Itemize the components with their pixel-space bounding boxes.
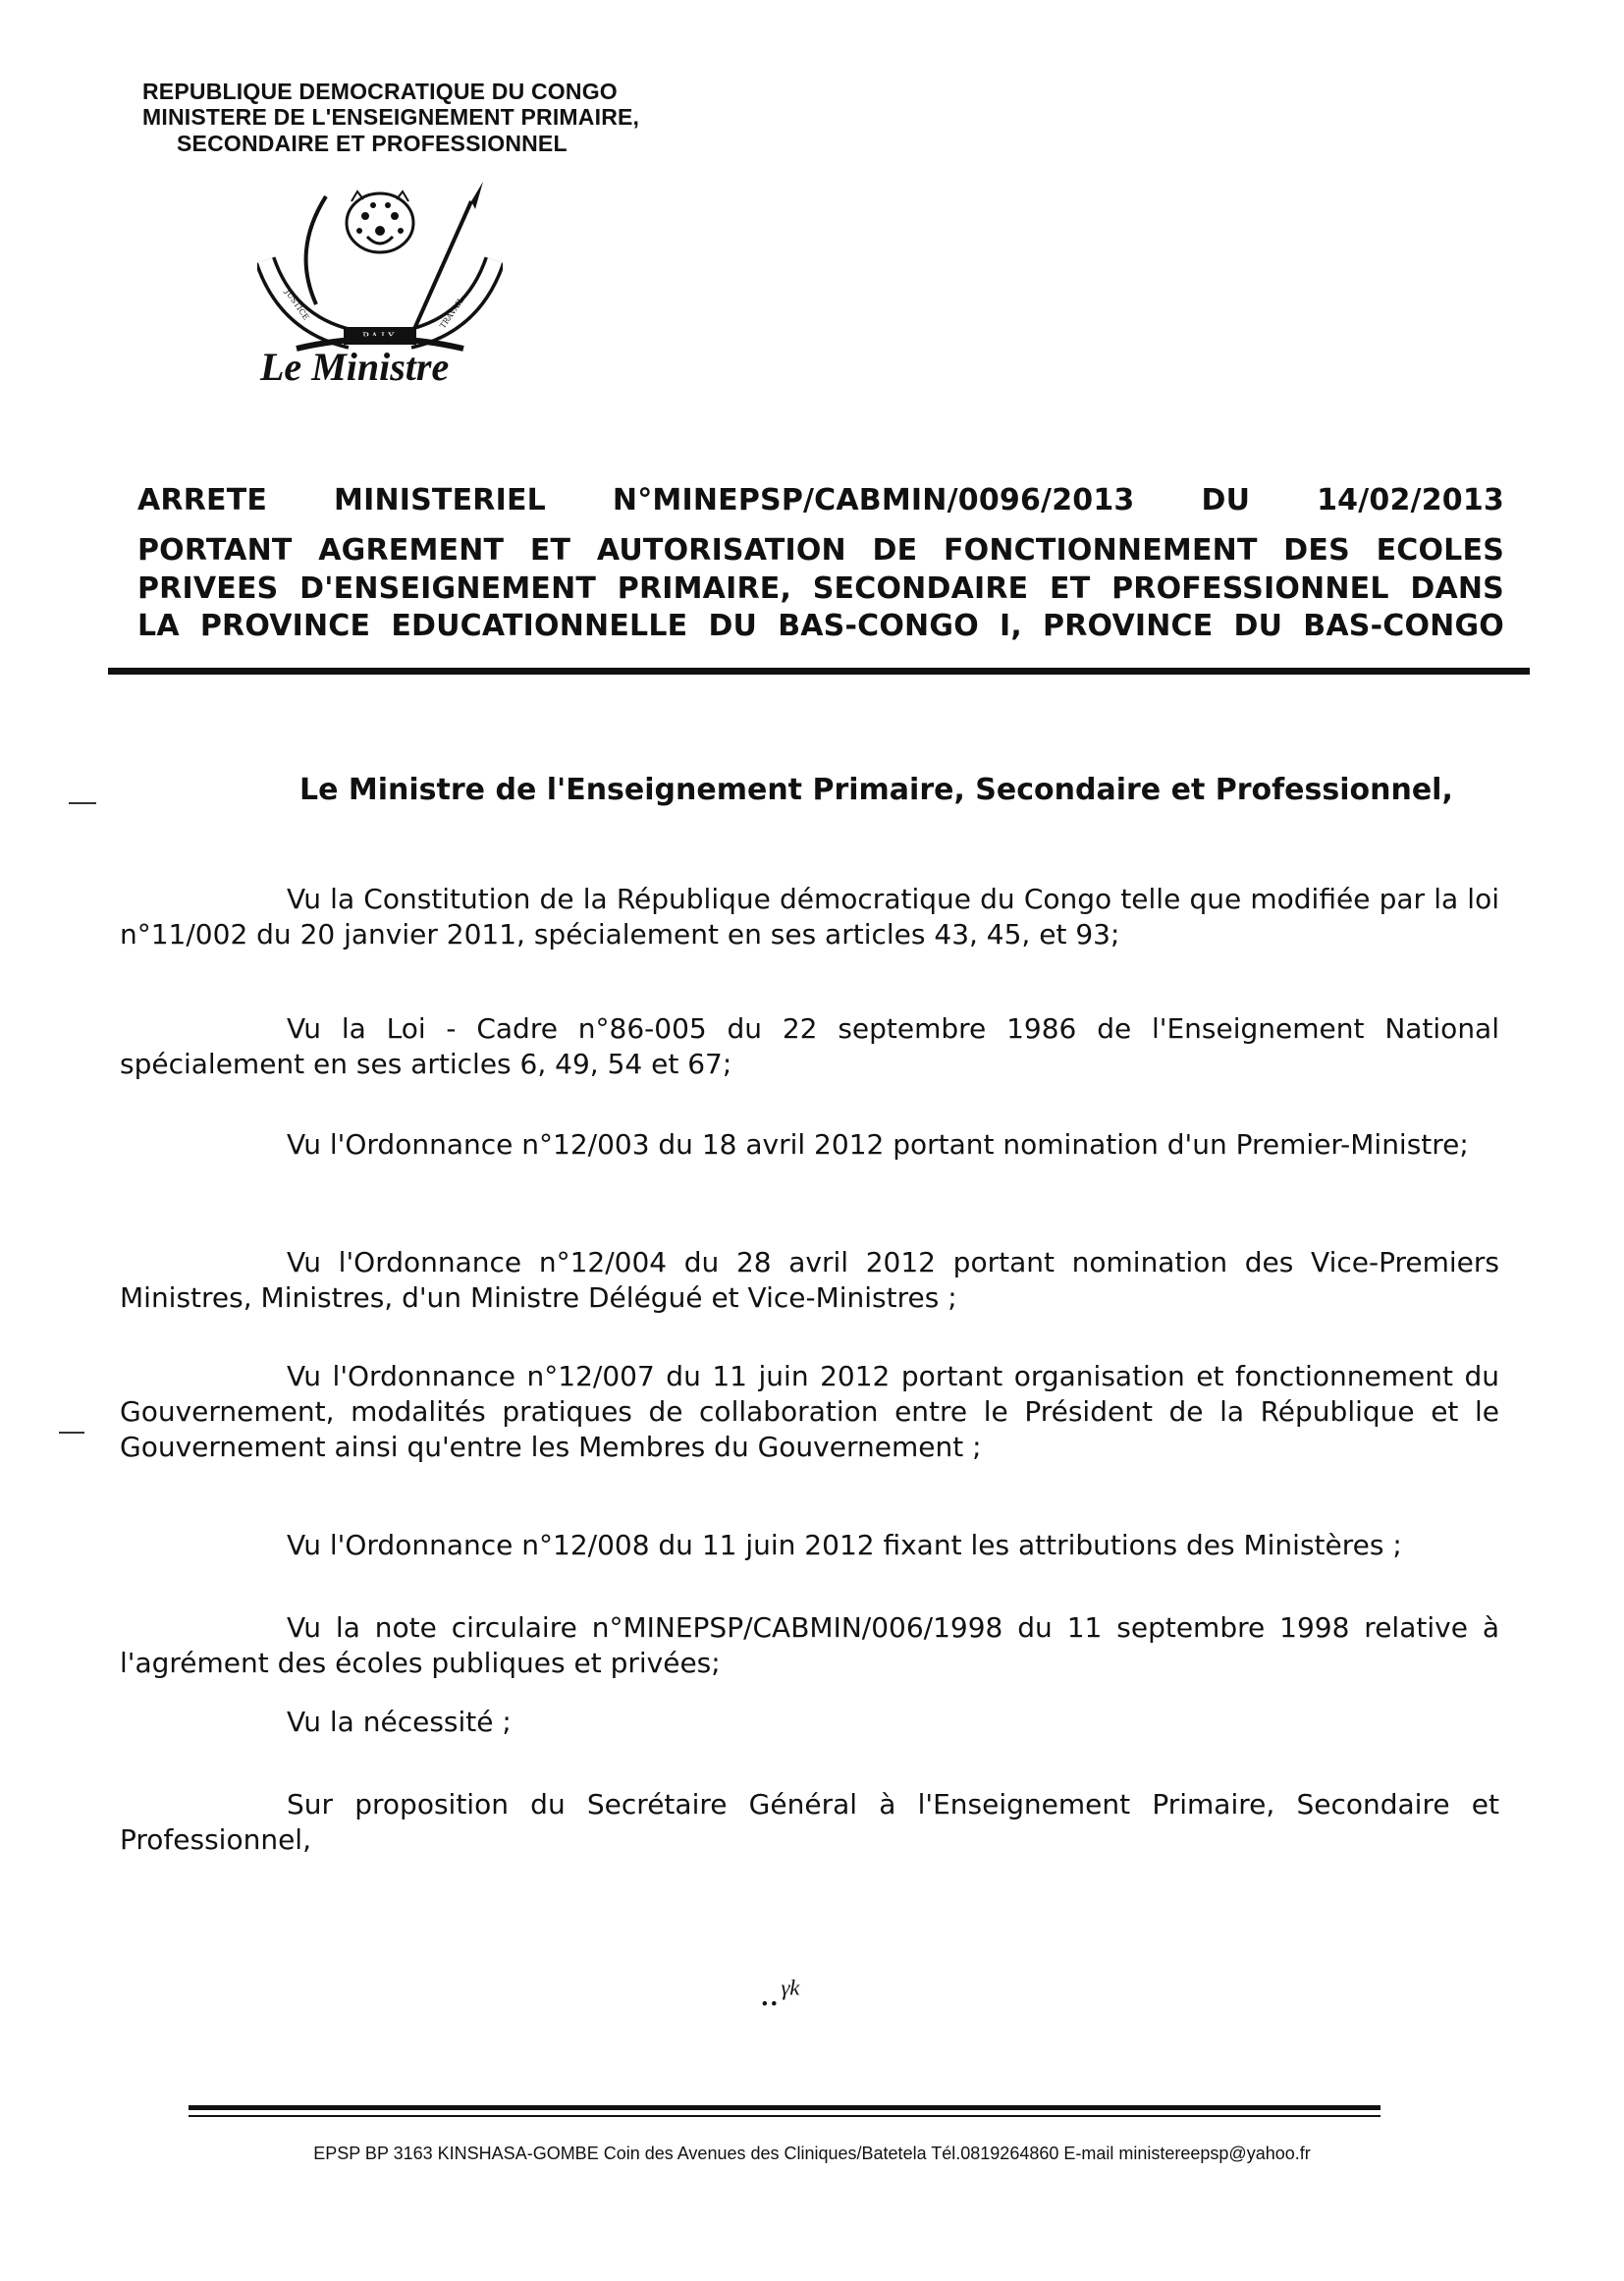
- recital-paragraph: Vu l'Ordonnance n°12/004 du 28 avril 2012 portant nomination des Vice-Premiers Ministres, Ministres, d'un Ministre Délégué et Vice-Ministres ;: [120, 1246, 1499, 1314]
- recital-paragraph: Vu l'Ordonnance n°12/008 du 11 juin 2012 fixant les attributions des Ministères ;: [287, 1529, 1402, 1561]
- recital-paragraph: Vu l'Ordonnance n°12/007 du 11 juin 2012 portant organisation et fonctionnement du Gouvernement, modalités pratiques de collaboration entre le Président de la République et le Gouvernement ainsi qu'entre les Membres du Gouvernement ;: [120, 1360, 1499, 1463]
- recital-paragraph: Vu la note circulaire n°MINEPSP/CABMIN/006/1998 du 11 septembre 1998 relative à l'agrément des écoles publiques et privées;: [120, 1611, 1499, 1679]
- recital-paragraph: Sur proposition du Secrétaire Général à l'Enseignement Primaire, Secondaire et Professionnel,: [120, 1788, 1499, 1856]
- emblem-motto-right: TRAVAIL: [438, 296, 466, 331]
- emblem-motto-bottom: PAIX: [361, 332, 399, 343]
- signature-title: Le Ministre: [260, 345, 450, 389]
- leopard-head-icon: [347, 191, 413, 252]
- coat-of-arms-emblem: [257, 182, 503, 353]
- emblem-motto-left: JUSTICE: [283, 287, 311, 322]
- decree-title-line2: PORTANT AGREMENT ET AUTORISATION DE FONCTIONNEMENT DES ECOLES: [137, 533, 1504, 568]
- decree-title-line4: LA PROVINCE EDUCATIONNELLE DU BAS-CONGO I, PROVINCE DU BAS-CONGO: [137, 609, 1504, 643]
- recital-paragraph: Vu l'Ordonnance n°12/003 du 18 avril 2012 portant nomination d'un Premier-Ministre;: [287, 1128, 1469, 1161]
- country-name: REPUBLIQUE DEMOCRATIQUE DU CONGO: [142, 79, 618, 104]
- title-divider: [108, 668, 1530, 675]
- decree-title-line3: PRIVEES D'ENSEIGNEMENT PRIMAIRE, SECONDAIRE ET PROFESSIONNEL DANS: [137, 571, 1504, 606]
- margin-mark: [59, 1432, 84, 1434]
- ministry-name-line1: MINISTERE DE L'ENSEIGNEMENT PRIMAIRE,: [142, 104, 640, 130]
- minister-heading: Le Ministre de l'Enseignement Primaire, Secondaire et Professionnel,: [299, 773, 1453, 807]
- ministry-name-line2: SECONDAIRE ET PROFESSIONNEL: [177, 131, 568, 156]
- recital-paragraph: Vu la Loi - Cadre n°86-005 du 22 septembre 1986 de l'Enseignement National spécialement en ses articles 6, 49, 54 et 67;: [120, 1012, 1499, 1080]
- margin-mark: [69, 802, 96, 804]
- footer-contact: EPSP BP 3163 KINSHASA-GOMBE Coin des Avenues des Cliniques/Batetela Tél.0819264860 E-mail ministereepsp@yahoo.fr: [313, 2144, 1311, 2163]
- recital-paragraph: Vu la nécessité ;: [287, 1706, 512, 1738]
- footer-divider: [189, 2105, 1380, 2110]
- footer-divider-thin: [189, 2115, 1380, 2117]
- recital-paragraph: Vu la Constitution de la République démocratique du Congo telle que modifiée par la loi n°11/002 du 20 janvier 2011, spécialement en ses articles 43, 45, et 93;: [120, 883, 1499, 950]
- tusk-icon: [306, 196, 326, 304]
- decree-title-line1: ARRETE MINISTERIEL N°MINEPSP/CABMIN/0096/2013 DU 14/02/2013: [137, 483, 1504, 517]
- handwritten-initials: ..ᵞᵏ: [761, 1973, 799, 2014]
